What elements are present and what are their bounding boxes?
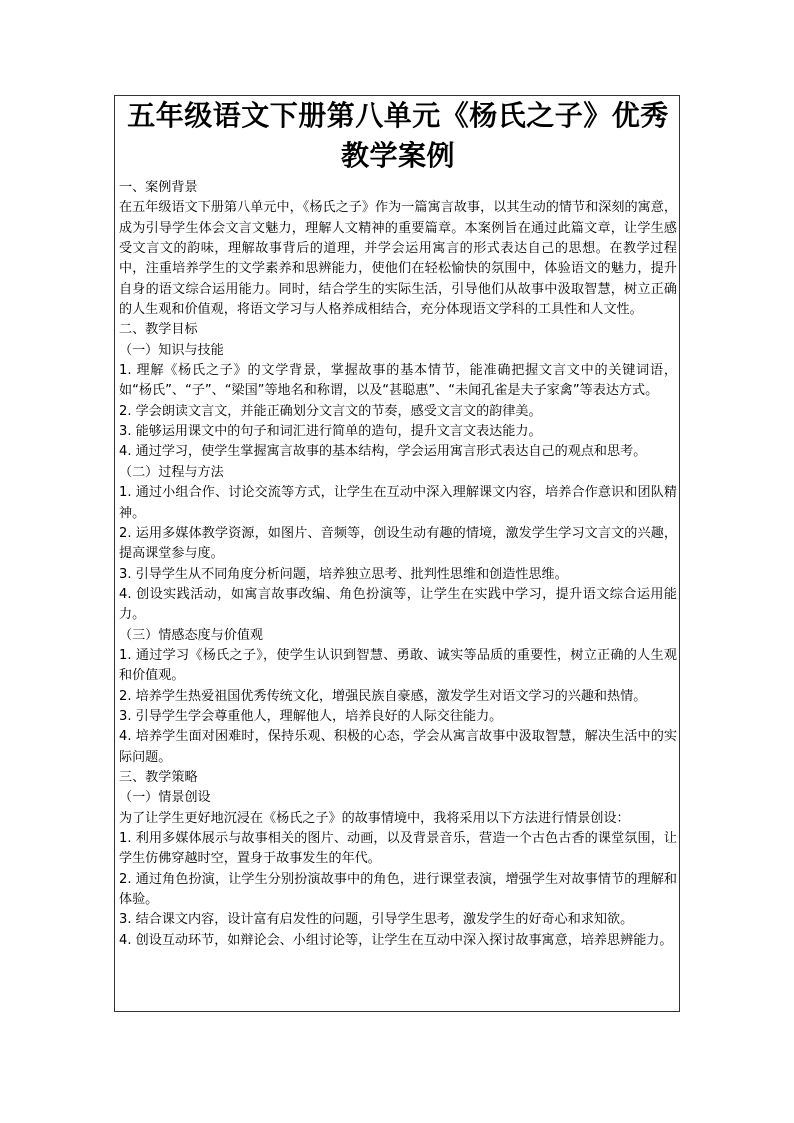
list-item: 1. 利用多媒体展示与故事相关的图片、动画，以及背景音乐，营造一个古色古香的课堂氛围，让学生仿佛穿越时空，置身于故事发生的年代。 [119, 831, 677, 867]
list-item: 2. 运用多媒体教学资源，如图片、音频等，创设生动有趣的情境，激发学生学习文言文的兴趣，提高课堂参与度。 [119, 525, 677, 562]
list-item: 2. 学会朗读文言文，并能正确划分文言文的节奏，感受文言文的韵律美。 [119, 403, 542, 419]
list-item: 1. 通过小组合作、讨论交流等方式，让学生在互动中深入理解课文内容，培养合作意识和团队精神。 [119, 485, 677, 521]
list-item: 1. 通过学习《杨氏之子》，使学生认识到智慧、勇敢、诚实等品质的重要性，树立正确的人生观和价值观。 [119, 647, 677, 684]
document-body [119, 178, 677, 951]
scenario-intro: 为了让学生更好地沉浸在《杨氏之子》的故事情境中，我将采用以下方法进行情景创设： [119, 810, 630, 826]
list-item: 4. 创设互动环节，如辩论会、小组讨论等，让学生在互动中深入探讨故事寓意，培养思辨能力。 [119, 932, 673, 948]
section-heading-objectives: 二、教学目标 [119, 322, 198, 338]
list-item: 2. 培养学生热爱祖国优秀传统文化，增强民族自豪感，激发学生对语文学习的兴趣和热情。 [119, 688, 647, 704]
list-item: 3. 能够运用课文中的句子和词汇进行简单的造句，提升文言文表达能力。 [119, 424, 542, 440]
subheading-process-methods: （二）过程与方法 [119, 464, 224, 480]
document-content [119, 96, 677, 951]
subheading-emotion-values: （三）情感态度与价值观 [119, 627, 264, 643]
background-paragraph: 在五年级语文下册第八单元中，《杨氏之子》作为一篇寓言故事，以其生动的情节和深刻的寓意，成为引导学生体会文言文魅力，理解人文精神的重要篇章。本案例旨在通过此篇文章，让学生感受文言文的韵味，理解故事背后的道理，并学会运用寓言的形式表达自己的思想。在教学过程中，注重培养学生的文学素养和思辨能力，使他们在轻松愉快的氛围中，体验语文的魅力，提升自身的语文综合运用能力。同时，结合学生的实际生活，引导他们从故事中汲取智慧，树立正确的人生观和价值观，将语文学习与人格养成相结合，充分体现语文学科的工具性和人文性。 [119, 200, 677, 318]
list-item: 4. 通过学习，使学生掌握寓言故事的基本结构，学会运用寓言形式表达自己的观点和思考。 [119, 444, 647, 460]
section-heading-background: 一、案例背景 [119, 180, 198, 195]
section-heading-strategies: 三、教学策略 [119, 769, 198, 785]
list-item: 4. 培养学生面对困难时，保持乐观、积极的心态，学会从寓言故事中汲取智慧，解决生活中的实际问题。 [119, 729, 677, 765]
list-item: 2. 通过角色扮演，让学生分别扮演故事中的角色，进行课堂表演，增强学生对故事情节的理解和体验。 [119, 871, 677, 908]
list-item: 3. 引导学生学会尊重他人，理解他人，培养良好的人际交往能力。 [119, 708, 503, 724]
list-item: 3. 结合课文内容，设计富有启发性的问题，引导学生思考，激发学生的好奇心和求知欲。 [119, 912, 634, 928]
subheading-scenario-creation: （一）情景创设 [119, 790, 211, 806]
subheading-knowledge-skills: （一）知识与技能 [119, 342, 224, 358]
list-item: 1. 理解《杨氏之子》的文学背景，掌握故事的基本情节，能准确把握文言文中的关键词语，如“杨氏”、“子”、“梁国”等地名和称谓，以及“甚聪惠”、“未闻孔雀是夫子家禽”等表达方式。 [119, 363, 677, 399]
document-title: 五年级语文下册第八单元《杨氏之子》优秀教学案例 [127, 99, 669, 172]
list-item: 4. 创设实践活动，如寓言故事改编、角色扮演等，让学生在实践中学习，提升语文综合运用能力。 [119, 586, 677, 623]
list-item: 3. 引导学生从不同角度分析问题，培养独立思考、批判性思维和创造性思维。 [119, 566, 568, 582]
